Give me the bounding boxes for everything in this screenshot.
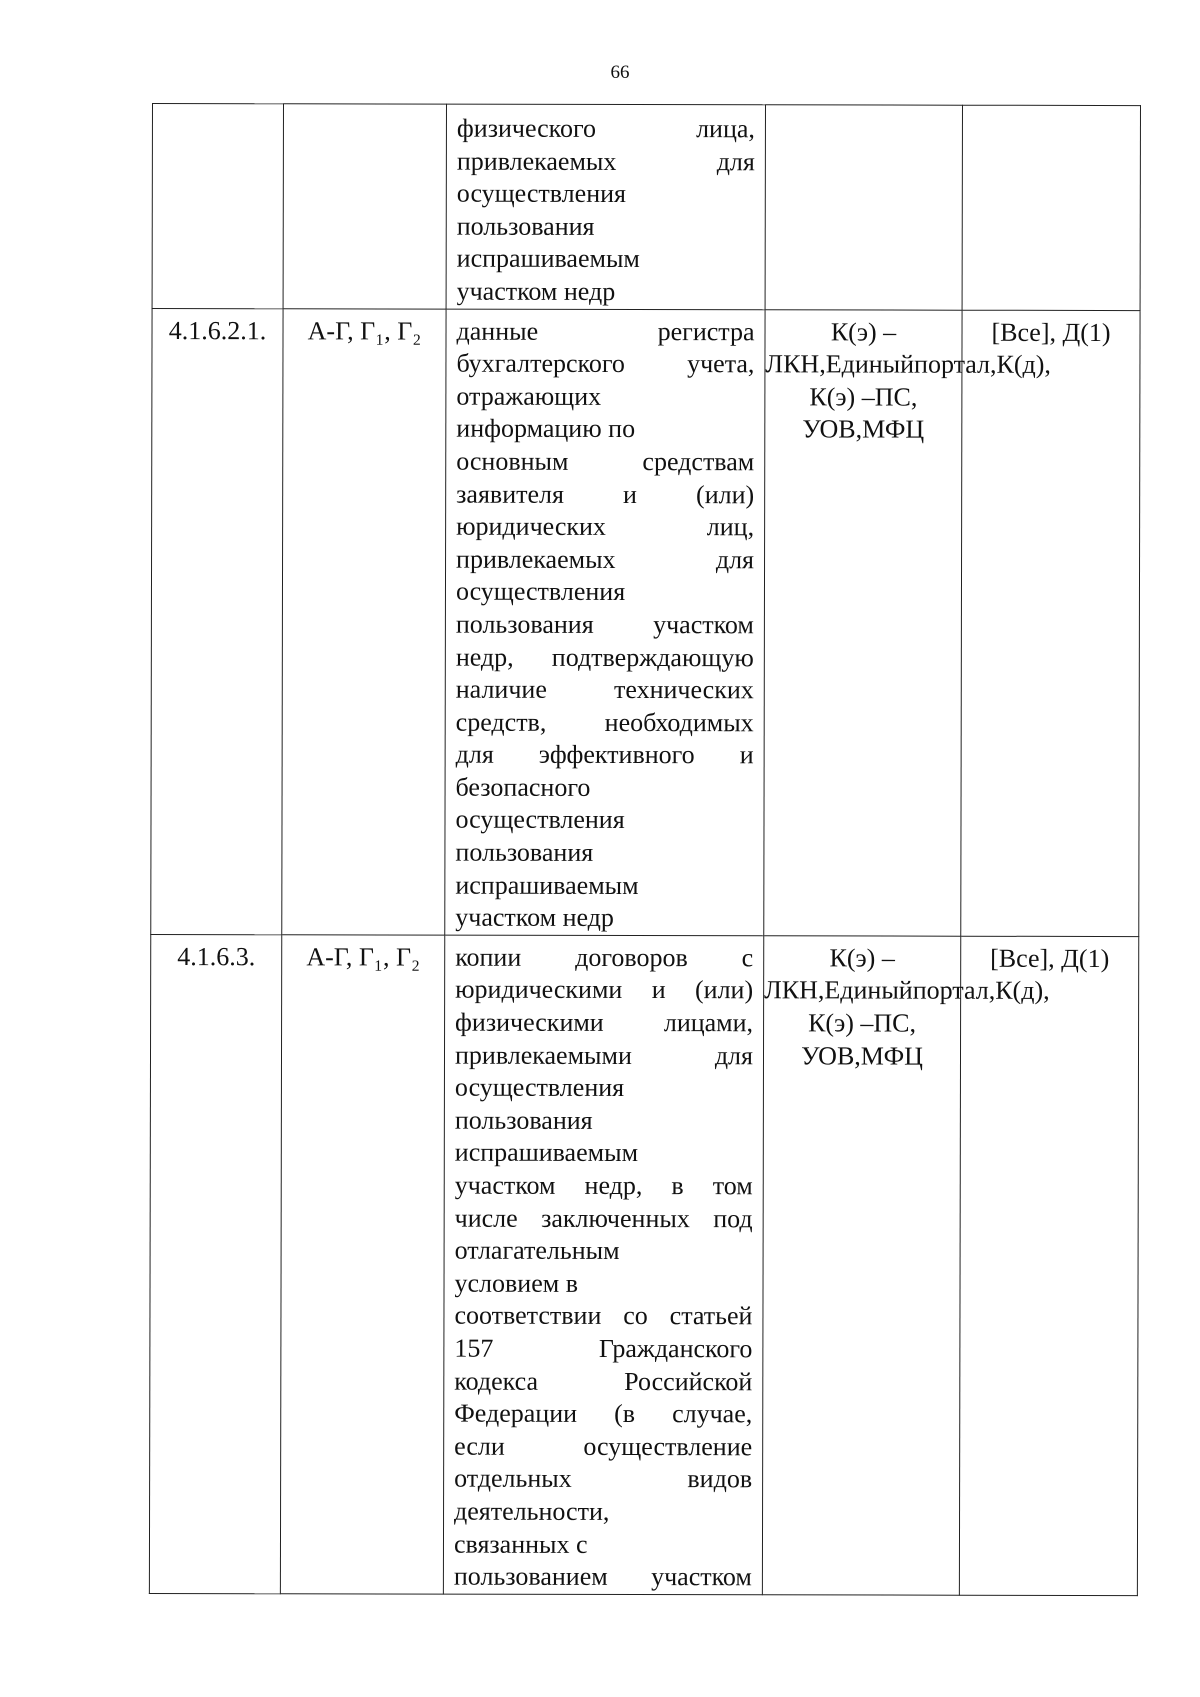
text-line: портал,	[914, 349, 997, 379]
text-line: информацию по	[456, 413, 636, 444]
text-line: если осуществление	[454, 1431, 753, 1462]
text-line: пользования	[455, 837, 594, 867]
text-line: связанных с	[453, 1529, 588, 1559]
text-line: данные регистра	[456, 316, 755, 346]
text-line: заявителя и (или)	[456, 479, 755, 509]
text-line: отражающих	[456, 381, 602, 411]
text-line: К(д), К(э) –	[809, 349, 1051, 412]
item-number-cell	[152, 104, 283, 309]
submission-method-cell	[765, 105, 962, 310]
text-line: физического лица,	[456, 113, 755, 144]
text-line: ПС, УОВ,	[801, 1008, 917, 1071]
text-line: участком недр, в том	[454, 1170, 753, 1201]
text-line: средств, необходимых	[455, 707, 754, 737]
text-line: числе заключенных под	[454, 1203, 753, 1233]
text-line: пользования	[454, 1105, 593, 1135]
page-number: 66	[610, 62, 630, 83]
text-line: осуществления	[456, 178, 627, 209]
text-line: соответствии со статьей	[454, 1301, 753, 1331]
table-row	[152, 104, 1140, 311]
text-line: ПС, УОВ,	[802, 382, 918, 444]
text-line: К(д), К(э) –	[808, 976, 1050, 1038]
text-line: кодекса Российской	[454, 1366, 753, 1396]
description-cell	[445, 309, 765, 936]
text-line: привлекаемыми для	[454, 1040, 754, 1070]
text-line: осуществления	[455, 576, 626, 607]
item-number-cell: 4.1.6.3.	[149, 934, 281, 1593]
text-line: испрашиваемым	[456, 244, 640, 274]
return-method-cell: [Все], Д(1)	[959, 936, 1138, 1595]
text-line: отлагательным	[454, 1235, 620, 1266]
text-line: Единый	[825, 349, 915, 379]
table-row	[151, 308, 1140, 936]
text-line: деятельности,	[454, 1496, 610, 1526]
text-line: МФЦ	[860, 1041, 923, 1071]
text-line: пользованием участком	[453, 1561, 752, 1592]
return-method-cell	[962, 105, 1140, 310]
text-line: наличие технических	[455, 674, 754, 705]
text-line: недр, подтверждающую	[455, 642, 754, 672]
text-line: привлекаемых для	[456, 146, 755, 176]
text-line: привлекаемых для	[456, 544, 755, 574]
text-line: безопасного	[455, 772, 591, 802]
text-line: участком недр	[455, 902, 614, 933]
text-line: юридических лиц,	[456, 511, 755, 542]
text-line: К(э) – ЛКН,	[765, 316, 897, 379]
text-line: бухгалтерского учета,	[456, 348, 755, 379]
text-line: условием в	[454, 1268, 579, 1298]
text-line: копии договоров с	[455, 942, 754, 973]
text-line: испрашиваемым	[454, 1138, 639, 1168]
description-cell	[443, 935, 763, 1595]
table-row	[149, 934, 1138, 1595]
description-cell	[446, 104, 765, 309]
text-line: осуществления	[455, 805, 625, 835]
text-line: Единый	[824, 975, 913, 1006]
item-number-cell: 4.1.6.2.1.	[151, 308, 283, 935]
text-line: участком недр	[456, 276, 616, 306]
text-line: Федерации (в случае,	[454, 1398, 753, 1429]
return-method-cell: [Все], Д(1)	[961, 310, 1140, 937]
text-line: осуществления	[454, 1072, 625, 1103]
text-line: отдельных видов	[454, 1463, 753, 1494]
applicant-category-cell	[283, 104, 446, 309]
text-line: 157 Гражданского	[454, 1333, 753, 1364]
text-line: пользования участком	[455, 609, 754, 640]
applicant-category-cell: А-Г, Г₁, Г₂	[280, 935, 444, 1594]
text-line: физическими лицами,	[455, 1007, 754, 1038]
text-line: портал,	[912, 976, 996, 1006]
document-table	[149, 103, 1141, 1596]
text-line: МФЦ	[862, 414, 925, 444]
text-line: юридическими и (или)	[455, 975, 754, 1005]
text-line: пользования	[456, 211, 595, 241]
applicant-category-cell: А-Г, Г₁, Г₂	[282, 308, 446, 935]
text-line: испрашиваемым	[455, 870, 639, 900]
text-line: К(э) – ЛКН,	[764, 943, 895, 1005]
text-line: для эффективного и	[455, 739, 754, 770]
text-line: основным средствам	[456, 446, 755, 477]
